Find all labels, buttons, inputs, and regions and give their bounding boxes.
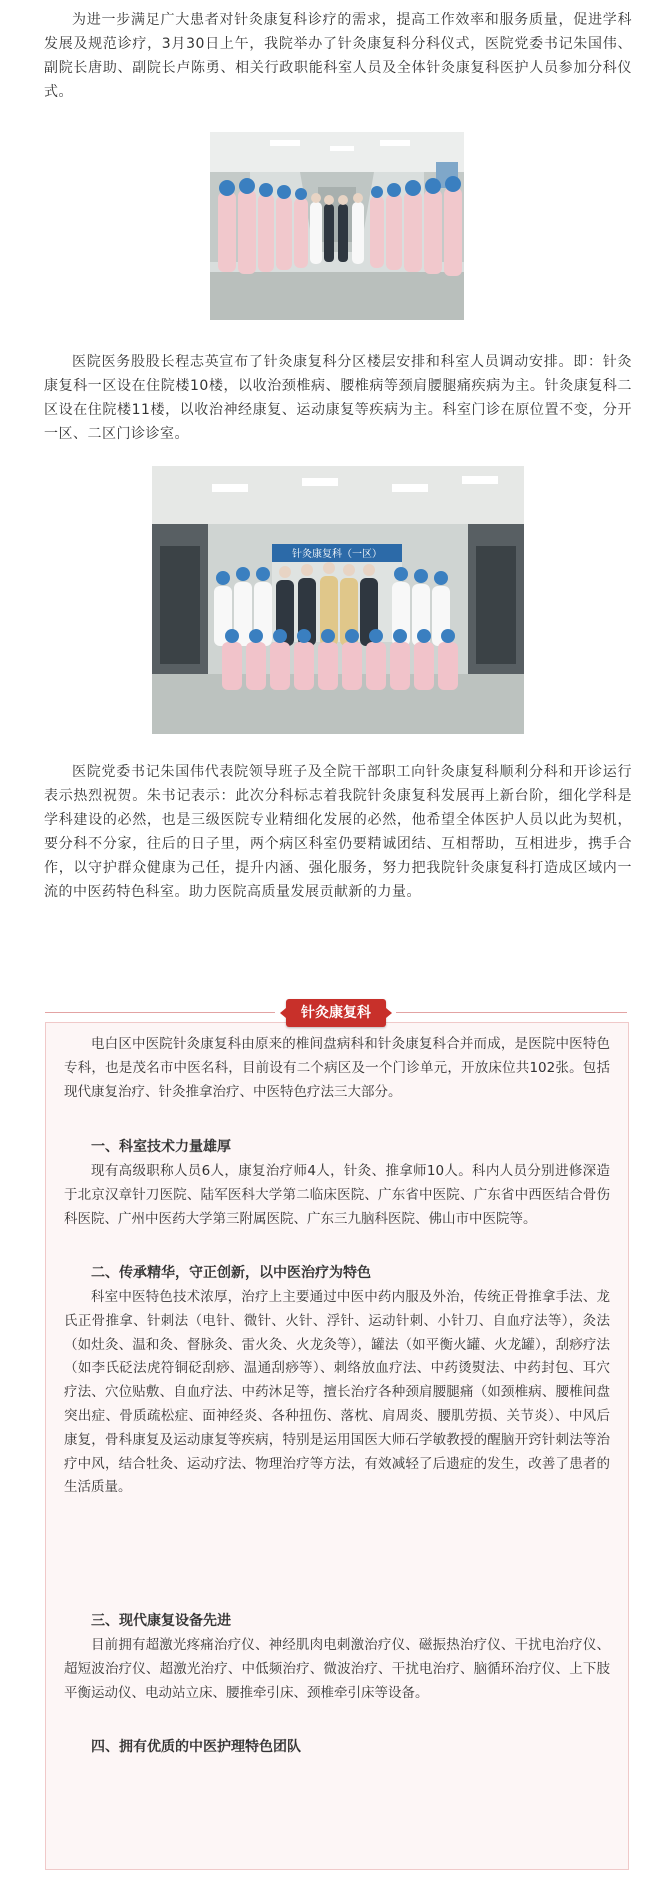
heading-technical-strength: 一、科室技术力量雄厚 — [91, 1139, 231, 1155]
ward-sign-text: 针灸康复科（一区） — [292, 549, 382, 560]
ceremony-photo-corridor — [210, 132, 464, 320]
tcm-features-text: 科室中医特色技术浓厚，治疗上主要通过中医中药内服及外治，传统正骨推拿手法、龙氏正骨推拿、针刺法（电针、微针、火针、浮针、运动针刺、小针刀、自血疗法等），灸法（如灶灸、温和灸、督脉灸、雷火灸、火龙灸等），罐法（如平衡火罐、火龙罐），刮痧疗法（如李氏砭法虎符铜砭刮痧、温通刮痧等）、刺络放血疗法、中药烫熨法、中药封包、耳穴疗法、穴位贴敷、自血疗法、中药沐足等，擅长治疗各种颈肩腰腿痛（如颈椎病、腰椎间盘突出症、骨质疏松症、面神经炎、各种扭伤、落枕、肩周炎、腰肌劳损、关节炎）、中风后康复，骨科康复及运动康复等疾病，特别是运用国医大师石学敏教授的醒脑开窍针刺法等治疗中风，结合牡灸、运动疗法、物理治疗等方法，有效减轻了后遗症的发生，改善了患者的生活质量。 — [64, 1289, 610, 1496]
article-paragraph-2: 医院医务股股长程志英宣布了针灸康复科分区楼层安排和科室人员调动安排。即：针灸康复科一区设在住院楼10楼，以收治颈椎病、腰椎病等颈肩腰腿痛疾病为主。针灸康复科二区设在住院楼11楼，以收治神经康复、运动康复等疾病为主。科室门诊在原位置不变，分开一区、二区门诊诊室。 — [44, 354, 632, 442]
department-intro-box — [45, 1022, 629, 1870]
section-divider-right — [396, 1012, 627, 1013]
heading-tcm-features: 二、传承精华，守正创新，以中医治疗为特色 — [91, 1265, 371, 1281]
corridor-scene — [210, 132, 464, 320]
intro-paragraph: 电白区中医院针灸康复科由原来的椎间盘病科和针灸康复科合并而成，是医院中医特色专科，也是茂名市中医名科，目前设有二个病区及一个门诊单元，开放床位共102张。包括现代康复治疗、针灸推拿治疗、中医特色疗法三大部分。 — [64, 1036, 610, 1100]
technical-strength-text: 现有高级职称人员6人，康复治疗师4人，针灸、推拿师10人。科内人员分别进修深造于北京汉章针刀医院、陆军医科大学第二临床医院、广东省中医院、广东省中西医结合骨伤科医院、广州中医药大学第三附属医院、广东三九脑科医院、佛山市中医院等。 — [64, 1163, 610, 1227]
ceremony-photo-group — [152, 466, 524, 734]
section-divider-left — [45, 1012, 275, 1013]
equipment-text: 目前拥有超激光疼痛治疗仪、神经肌肉电刺激治疗仪、磁振热治疗仪、干扰电治疗仪、超短波治疗仪、超激光治疗、中低频治疗、微波治疗、干扰电治疗、脑循环治疗仪、上下肢平衡运动仪、电动站立床、腰推牵引床、颈椎牵引床等设备。 — [64, 1637, 610, 1701]
section-tag: 针灸康复科 — [286, 999, 386, 1027]
group-photo-scene — [152, 466, 524, 734]
article-paragraph-1: 为进一步满足广大患者对针灸康复科诊疗的需求，提高工作效率和服务质量，促进学科发展及规范诊疗，3月30日上午，我院举办了针灸康复科分科仪式，医院党委书记朱国伟、副院长唐助、副院长卢陈勇、相关行政职能科室人员及全体针灸康复科医护人员参加分科仪式。 — [44, 12, 632, 100]
heading-nursing-team: 四、拥有优质的中医护理特色团队 — [91, 1739, 301, 1755]
heading-equipment: 三、现代康复设备先进 — [91, 1613, 231, 1629]
article-paragraph-3: 医院党委书记朱国伟代表院领导班子及全院干部职工向针灸康复科顺利分科和开诊运行表示热烈祝贺。朱书记表示：此次分科标志着我院针灸康复科发展再上新台阶，细化学科是学科建设的必然，也是三级医院专业精细化发展的必然，他希望全体医护人员以此为契机，要分科不分家，往后的日子里，两个病区科室仍要精诚团结、互相帮助，互相进步，携手合作，以守护群众健康为己任，提升内涵、强化服务，努力把我院针灸康复科打造成区域内一流的中医药特色科室。助力医院高质量发展贡献新的力量。 — [44, 764, 632, 900]
